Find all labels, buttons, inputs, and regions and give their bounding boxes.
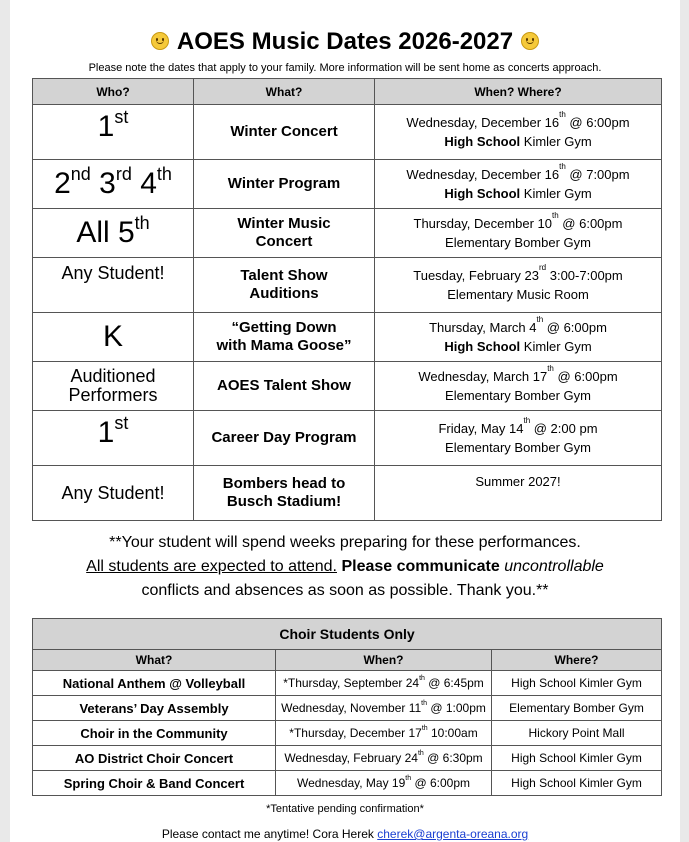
table-row xyxy=(33,313,662,362)
table-row xyxy=(33,771,662,796)
contact-line xyxy=(10,827,680,841)
what-cell: Veterans’ Day Assembly xyxy=(33,696,276,721)
when-cell: *Thursday, December 17th 10:00am xyxy=(276,721,492,746)
table-row xyxy=(33,258,662,313)
choir-table-header xyxy=(33,650,662,671)
who-cell: Auditioned Performers xyxy=(33,362,194,411)
who-cell: 2nd 3rd 4th xyxy=(33,160,194,209)
events-table xyxy=(32,78,662,521)
where-cell: High School Kimler Gym xyxy=(492,746,662,771)
events-table-header xyxy=(33,79,662,105)
col-who: Who? xyxy=(33,79,194,105)
what-cell: Winter Music Concert xyxy=(194,209,375,258)
smiley-icon xyxy=(151,32,169,50)
what-cell: Bombers head to Busch Stadium! xyxy=(194,466,375,521)
col-when: When? xyxy=(276,650,492,671)
table-row xyxy=(33,362,662,411)
when-cell: *Thursday, September 24th @ 6:45pm xyxy=(276,671,492,696)
what-cell: Winter Program xyxy=(194,160,375,209)
smiley-icon xyxy=(521,32,539,50)
when-cell: Wednesday, November 11th @ 1:00pm xyxy=(276,696,492,721)
what-cell: AOES Talent Show xyxy=(194,362,375,411)
when-cell: Summer 2027! xyxy=(375,466,662,521)
tentative-footnote: *Tentative pending confirmation* xyxy=(266,803,424,815)
who-cell: All 5th xyxy=(33,209,194,258)
page-title: AOES Music Dates 2026-2027 xyxy=(10,28,680,56)
when-cell: Thursday, March 4th @ 6:00pm High School Kimler Gym xyxy=(375,313,662,362)
when-cell: Wednesday, December 16th @ 6:00pm High School Kimler Gym xyxy=(375,105,662,160)
choir-table-title: Choir Students Only xyxy=(33,619,662,650)
who-cell: 1st xyxy=(33,105,194,160)
who-cell: Any Student! xyxy=(33,466,194,521)
what-cell: National Anthem @ Volleyball xyxy=(33,671,276,696)
when-cell: Tuesday, February 23rd 3:00-7:00pm Elementary Music Room xyxy=(375,258,662,313)
when-cell: Wednesday, March 17th @ 6:00pm Elementary Bomber Gym xyxy=(375,362,662,411)
col-where: Where? xyxy=(492,650,662,671)
what-cell: Choir in the Community xyxy=(33,721,276,746)
document-page xyxy=(10,0,680,842)
who-cell: Any Student! xyxy=(33,258,194,313)
notice-line-1: **Your student will spend weeks preparing for these performances. xyxy=(109,534,581,551)
page-subtitle: Please note the dates that apply to your family. More information will be sent home as concerts approach. xyxy=(88,62,602,74)
table-row xyxy=(33,466,662,521)
right-margin xyxy=(680,0,689,842)
when-cell: Thursday, December 10th @ 6:00pm Elementary Bomber Gym xyxy=(375,209,662,258)
choir-table xyxy=(32,618,662,796)
what-cell: Talent Show Auditions xyxy=(194,258,375,313)
table-row xyxy=(33,105,662,160)
who-cell: 1st xyxy=(33,411,194,466)
table-row xyxy=(33,160,662,209)
notice-line-3: conflicts and absences as soon as possible. Thank you.** xyxy=(141,582,549,599)
what-cell: Winter Concert xyxy=(194,105,375,160)
table-row xyxy=(33,721,662,746)
notice-line-2: All students are expected to attend. Please communicate uncontrollable xyxy=(86,558,604,575)
contact-email-link[interactable]: cherek@argenta-oreana.org xyxy=(377,827,529,841)
when-cell: Wednesday, May 19th @ 6:00pm xyxy=(276,771,492,796)
table-row xyxy=(33,209,662,258)
left-margin xyxy=(0,0,10,842)
table-row xyxy=(33,671,662,696)
contact-text: Please contact me anytime! Cora Herek xyxy=(161,827,378,841)
table-row xyxy=(33,746,662,771)
col-when-where: When? Where? xyxy=(375,79,662,105)
col-what: What? xyxy=(194,79,375,105)
what-cell: Career Day Program xyxy=(194,411,375,466)
where-cell: Hickory Point Mall xyxy=(492,721,662,746)
when-cell: Friday, May 14th @ 2:00 pm Elementary Bomber Gym xyxy=(375,411,662,466)
attendance-notice xyxy=(10,531,680,603)
when-cell: Wednesday, December 16th @ 7:00pm High School Kimler Gym xyxy=(375,160,662,209)
where-cell: Elementary Bomber Gym xyxy=(492,696,662,721)
table-row xyxy=(33,696,662,721)
what-cell: “Getting Down with Mama Goose” xyxy=(194,313,375,362)
where-cell: High School Kimler Gym xyxy=(492,671,662,696)
col-what: What? xyxy=(33,650,276,671)
what-cell: Spring Choir & Band Concert xyxy=(33,771,276,796)
table-row xyxy=(33,411,662,466)
who-cell: K xyxy=(33,313,194,362)
when-cell: Wednesday, February 24th @ 6:30pm xyxy=(276,746,492,771)
where-cell: High School Kimler Gym xyxy=(492,771,662,796)
what-cell: AO District Choir Concert xyxy=(33,746,276,771)
